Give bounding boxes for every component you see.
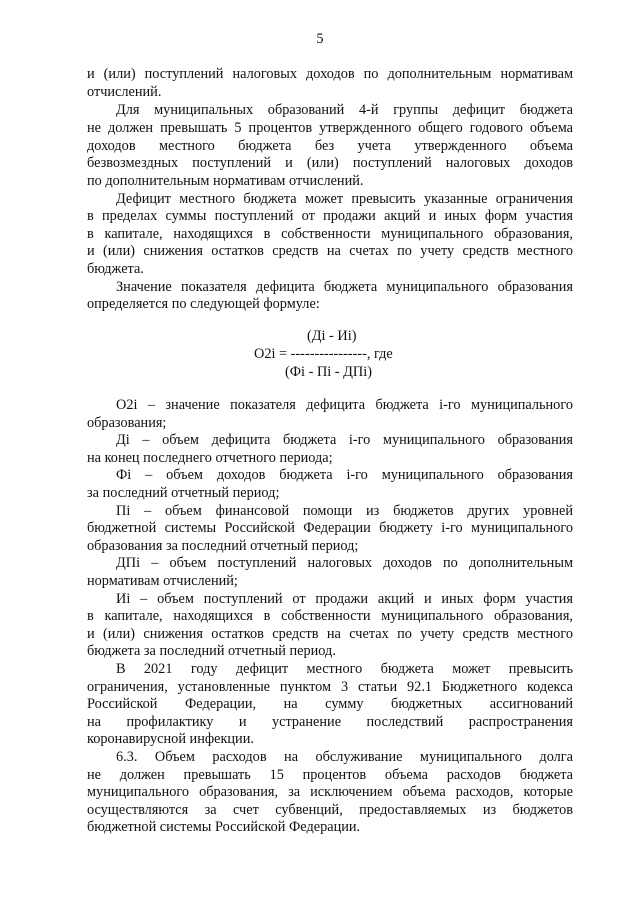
text-line: Для муниципальных образований 4-й группы дефицит бюджета xyxy=(116,102,573,118)
text-line: за последний отчетный период; xyxy=(87,485,280,501)
text-line: в капитале, находящихся в собственности муниципального образования, xyxy=(87,608,573,624)
text-line: безвозмездных поступлений и (или) поступлений налоговых доходов xyxy=(87,155,573,171)
formula-main: O2i = ----------------, где xyxy=(254,346,393,362)
text-line: муниципального образования, за исключением объема расходов, которые xyxy=(87,784,573,800)
text-line: определяется по следующей формуле: xyxy=(87,296,320,312)
text-line: ограничения, установленные пунктом 3 статьи 92.1 Бюджетного кодекса xyxy=(87,679,573,695)
text-line: и (или) снижения остатков средств на счетах по учету средств местного xyxy=(87,243,573,259)
formula-denominator: (Фi - Пi - ДПi) xyxy=(285,364,372,380)
text-line: отчислений. xyxy=(87,84,162,100)
text-line: коронавирусной инфекции. xyxy=(87,731,254,747)
text-line: бюджетной системы Российской Федерации бюджету i-го муниципального xyxy=(87,520,573,536)
text-line: не должен превышать 5 процентов утвержденного общего годового объема xyxy=(87,120,573,136)
text-line: Иi – объем поступлений от продажи акций и иных форм участия xyxy=(116,591,573,607)
text-line: Российской Федерации, на сумму бюджетных ассигнований xyxy=(87,696,573,712)
text-line: на профилактику и устранение последствий распространения xyxy=(87,714,573,730)
text-line: В 2021 году дефицит местного бюджета может превысить xyxy=(116,661,573,677)
text-line: доходов местного бюджета без учета утвержденного объема xyxy=(87,138,573,154)
text-line: не должен превышать 15 процентов объема расходов бюджета xyxy=(87,767,573,783)
text-line: бюджета за последний отчетный период. xyxy=(87,643,336,659)
text-line: в капитале, находящихся в собственности муниципального образования, xyxy=(87,226,573,242)
page-number: 5 xyxy=(316,31,324,47)
formula-numerator: (Дi - Иi) xyxy=(307,328,357,344)
text-line: Дi – объем дефицита бюджета i-го муниципального образования xyxy=(116,432,573,448)
text-line: Фi – объем доходов бюджета i-го муниципального образования xyxy=(116,467,573,483)
text-line: образования; xyxy=(87,415,167,431)
text-line: образования за последний отчетный период; xyxy=(87,538,359,554)
text-line: по дополнительным нормативам отчислений. xyxy=(87,173,364,189)
text-line: осуществляются за счет субвенций, предоставляемых из бюджетов xyxy=(87,802,573,818)
text-line: 6.3. Объем расходов на обслуживание муниципального долга xyxy=(116,749,573,765)
text-line: и (или) поступлений налоговых доходов по дополнительным нормативам xyxy=(87,66,573,82)
text-line: бюджетной системы Российской Федерации. xyxy=(87,819,361,835)
text-line: Значение показателя дефицита бюджета муниципального образования xyxy=(116,279,573,295)
text-line: Дефицит местного бюджета может превысить указанные ограничения xyxy=(116,191,573,207)
text-line: и (или) снижения остатков средств на счетах по учету средств местного xyxy=(87,626,573,642)
text-line: нормативам отчислений; xyxy=(87,573,238,589)
text-line: на конец последнего отчетного периода; xyxy=(87,450,333,466)
text-line: O2i – значение показателя дефицита бюджета i-го муниципального xyxy=(116,397,573,413)
text-line: Пi – объем финансовой помощи из бюджетов других уровней xyxy=(116,503,573,519)
text-line: ДПi – объем поступлений налоговых доходов по дополнительным xyxy=(116,555,573,571)
text-line: бюджета. xyxy=(87,261,144,277)
text-line: в пределах суммы поступлений от продажи акций и иных форм участия xyxy=(87,208,573,224)
